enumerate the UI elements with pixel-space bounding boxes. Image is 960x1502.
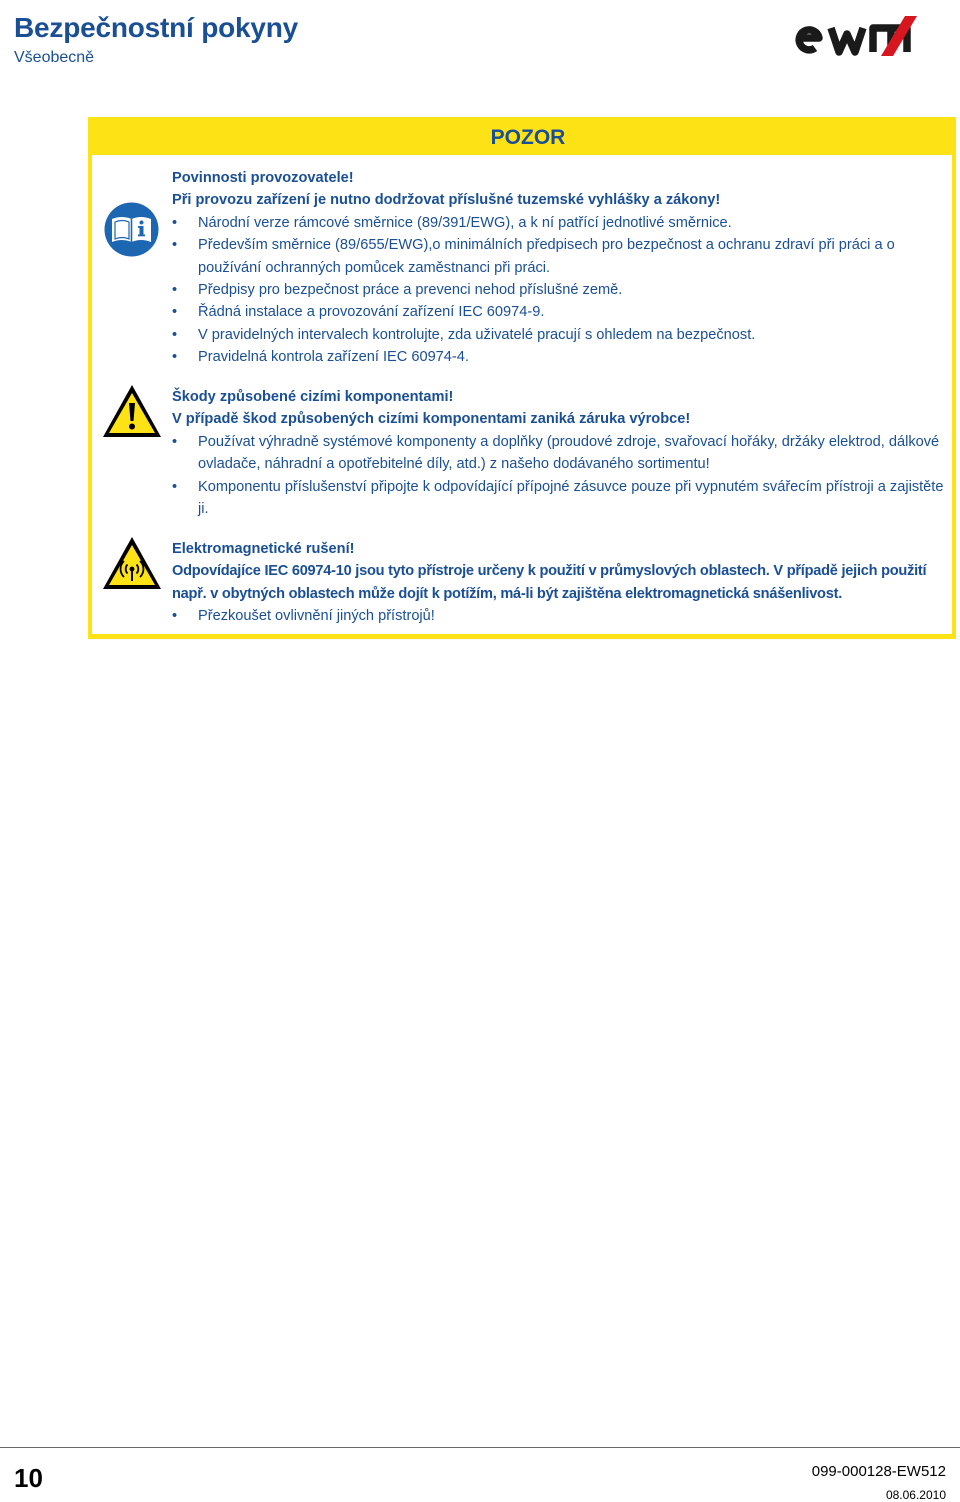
list-item: • Používat výhradně systémové komponenty a doplňky (proudové zdroje, svařovací hořáky, držáky elektrod, dálkové ovladače, náhradní a opotřebitelné díly, atd.) z našeho dodávaného sortimentu! — [172, 431, 948, 476]
warning-box — [88, 117, 956, 639]
list-item: • Komponentu příslušenství připojte k odpovídající přípojné zásuvce pouze při vypnutém svářecím přístroji a zajistěte ji. — [172, 476, 948, 521]
ewm-logo — [793, 14, 935, 58]
info-book-icon — [104, 202, 159, 257]
electromagnetic-radiation-icon — [101, 535, 163, 591]
warning-header — [88, 117, 956, 155]
list-item: • Především směrnice (89/655/EWG),o minimálních předpisech pro bezpečnost a ochranu zdraví při práci a o používání ochranných pomůcek zaměstnanci při práci. — [172, 234, 948, 279]
list-item: • Řádná instalace a provozování zařízení IEC 60974-9. — [172, 301, 948, 323]
electromagnetic-interference-section — [172, 538, 948, 628]
section-heading: Odpovídajíce IEC 60974-10 jsou tyto přístroje určeny k použití v průmyslových oblastech. V případě jejich použití např. v obytných oblastech může dojít k potížím, má-li být zajištěna elektromagnetická snášenlivost. — [172, 563, 927, 602]
list-item: • Přezkoušet ovlivnění jiných přístrojů! — [172, 605, 948, 627]
page-title: Bezpečnostní pokyny — [14, 12, 299, 43]
third-party-damage-section — [172, 386, 948, 520]
section-heading: V případě škod způsobených cizími komponentami zaniká záruka výrobce! — [172, 411, 691, 428]
section-heading: Elektromagnetické rušení! — [172, 541, 355, 557]
list-item: • V pravidelných intervalech kontrolujte, zda uživatelé pracují s ohledem na bezpečnost. — [172, 324, 948, 346]
section-heading: Povinnosti provozovatele! — [172, 170, 354, 186]
list-item: • Národní verze rámcové směrnice (89/391/EWG), a k ní patřící jednotlivé směrnice. — [172, 212, 948, 234]
warning-triangle-icon — [101, 383, 163, 439]
warning-title: POZOR — [490, 126, 566, 149]
page-subtitle: Všeobecně — [14, 49, 95, 66]
section-heading: Škody způsobené cizími komponentami! — [172, 389, 454, 405]
footer-divider — [0, 1447, 960, 1448]
operator-duties-section — [172, 167, 948, 369]
warning-body — [92, 155, 952, 634]
list-item: • Předpisy pro bezpečnost práce a prevenci nehod příslušné země. — [172, 279, 948, 301]
page-number: 10 — [14, 1463, 43, 1493]
document-date: 08.06.2010 — [885, 1488, 946, 1502]
list-item: • Pravidelná kontrola zařízení IEC 60974-4. — [172, 346, 948, 368]
document-number: 099-000128-EW512 — [811, 1463, 946, 1480]
section-heading: Při provozu zařízení je nutno dodržovat příslušné tuzemské vyhlášky a zákony! — [172, 192, 721, 209]
